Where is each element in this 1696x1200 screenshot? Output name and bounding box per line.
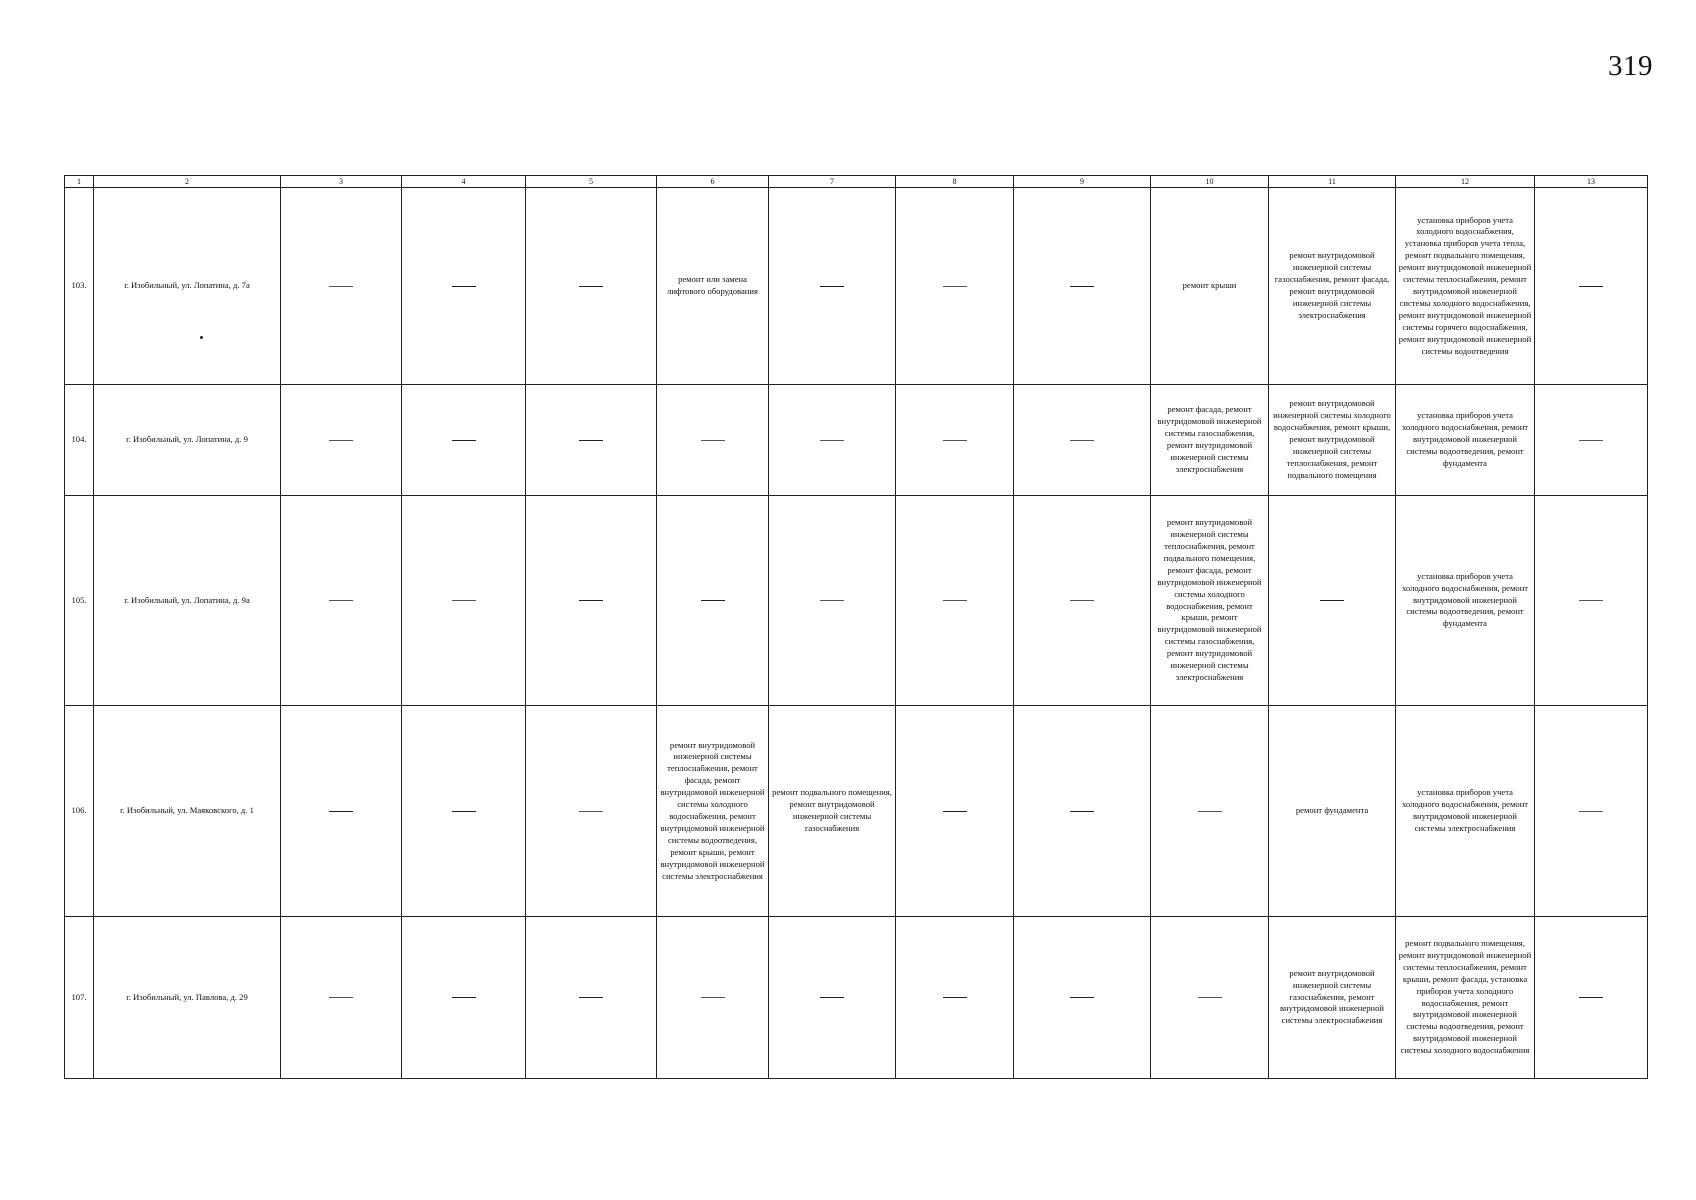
column-header: 9 xyxy=(1014,176,1151,188)
dash-mark xyxy=(820,997,844,998)
empty-cell xyxy=(896,385,1014,496)
dash-mark xyxy=(329,440,353,441)
empty-cell xyxy=(1535,496,1648,706)
dash-mark xyxy=(329,997,353,998)
work-cell: ремонт крыши xyxy=(1151,188,1269,385)
work-cell: ремонт фасада, ремонт внутридомовой инженерной системы газоснабжения, ремонт внутридомовой инженерной системы электроснабжения xyxy=(1151,385,1269,496)
dash-mark xyxy=(452,440,476,441)
empty-cell xyxy=(526,496,657,706)
dash-mark xyxy=(579,600,603,601)
dash-mark xyxy=(701,997,725,998)
work-cell: ремонт внутридомовой инженерной системы газоснабжения, ремонт внутридомовой инженерной системы электроснабжения xyxy=(1269,917,1396,1079)
empty-cell xyxy=(402,496,526,706)
work-cell: ремонт подвального помещения, ремонт внутридомовой инженерной системы газоснабжения xyxy=(769,706,896,917)
column-header: 6 xyxy=(657,176,769,188)
dash-mark xyxy=(820,440,844,441)
column-header: 8 xyxy=(896,176,1014,188)
empty-cell xyxy=(1014,706,1151,917)
empty-cell xyxy=(1535,385,1648,496)
dash-mark xyxy=(579,286,603,287)
work-cell: ремонт внутридомовой инженерной системы газоснабжения, ремонт фасада, ремонт внутридомовой инженерной системы электроснабжения xyxy=(1269,188,1396,385)
dash-mark xyxy=(1198,997,1222,998)
dash-mark xyxy=(820,286,844,287)
dash-mark xyxy=(1579,811,1603,812)
empty-cell xyxy=(1151,917,1269,1079)
dash-mark xyxy=(943,286,967,287)
column-header: 13 xyxy=(1535,176,1648,188)
empty-cell xyxy=(402,917,526,1079)
empty-cell xyxy=(1151,706,1269,917)
table-row xyxy=(65,706,1648,917)
address-cell: г. Изобильный, ул. Павлова, д. 29 xyxy=(94,917,281,1079)
address-cell: г. Изобильный, ул. Лопатина, д. 9 xyxy=(94,385,281,496)
empty-cell xyxy=(1269,496,1396,706)
empty-cell xyxy=(526,188,657,385)
empty-cell xyxy=(896,706,1014,917)
empty-cell xyxy=(402,706,526,917)
empty-cell xyxy=(769,188,896,385)
dash-mark xyxy=(452,600,476,601)
column-header: 7 xyxy=(769,176,896,188)
column-header: 12 xyxy=(1396,176,1535,188)
dash-mark xyxy=(579,997,603,998)
dash-mark xyxy=(943,440,967,441)
empty-cell xyxy=(1535,188,1648,385)
column-header: 1 xyxy=(65,176,94,188)
work-cell: установка приборов учета холодного водоснабжения, установка приборов учета тепла, ремонт подвального помещения, ремонт внутридомовой инженерной системы теплоснабжения, ремонт внутридомовой инженерной системы холодного водоснабжения, ремонт внутридомовой инженерной системы горячего водоснабжения, ремонт внутридомовой инженерной системы водоотведения xyxy=(1396,188,1535,385)
work-cell: ремонт или замена лифтового оборудования xyxy=(657,188,769,385)
work-cell: ремонт фундамента xyxy=(1269,706,1396,917)
empty-cell xyxy=(657,496,769,706)
dash-mark xyxy=(1198,811,1222,812)
work-cell: установка приборов учета холодного водоснабжения, ремонт внутридомовой инженерной системы водоотведения, ремонт фундамента xyxy=(1396,496,1535,706)
dash-mark xyxy=(701,600,725,601)
empty-cell xyxy=(526,917,657,1079)
empty-cell xyxy=(402,188,526,385)
dash-mark xyxy=(452,811,476,812)
column-header: 5 xyxy=(526,176,657,188)
table-row xyxy=(65,917,1648,1079)
column-number-row xyxy=(65,176,1648,188)
dash-mark xyxy=(1579,440,1603,441)
dash-mark xyxy=(1070,600,1094,601)
address-cell: г. Изобильный, ул. Маяковского, д. 1 xyxy=(94,706,281,917)
dash-mark xyxy=(329,811,353,812)
dash-mark xyxy=(820,600,844,601)
empty-cell xyxy=(526,706,657,917)
work-cell: ремонт подвального помещения, ремонт внутридомовой инженерной системы теплоснабжения, ремонт крыши, ремонт фасада, установка приборов учета холодного водоснабжения, ремонт внутридомовой инженерной системы водоотведения, ремонт внутридомовой инженерной системы холодного водоснабжения xyxy=(1396,917,1535,1079)
row-number: 105. xyxy=(65,496,94,706)
empty-cell xyxy=(769,496,896,706)
empty-cell xyxy=(657,385,769,496)
empty-cell xyxy=(1535,917,1648,1079)
dash-mark xyxy=(1579,997,1603,998)
work-cell: ремонт внутридомовой инженерной системы теплоснабжения, ремонт подвального помещения, ремонт фасада, ремонт внутридомовой инженерной системы холодного водоснабжения, ремонт крыши, ремонт внутридомовой инженерной системы газоснабжения, ремонт внутридомовой инженерной системы электроснабжения xyxy=(1151,496,1269,706)
dash-mark xyxy=(329,600,353,601)
empty-cell xyxy=(657,917,769,1079)
column-header: 10 xyxy=(1151,176,1269,188)
column-header: 11 xyxy=(1269,176,1396,188)
dash-mark xyxy=(1579,286,1603,287)
scan-speck xyxy=(200,336,203,339)
dash-mark xyxy=(943,997,967,998)
dash-mark xyxy=(701,440,725,441)
empty-cell xyxy=(769,385,896,496)
dash-mark xyxy=(452,286,476,287)
empty-cell xyxy=(1014,188,1151,385)
empty-cell xyxy=(896,188,1014,385)
empty-cell xyxy=(896,917,1014,1079)
empty-cell xyxy=(896,496,1014,706)
empty-cell xyxy=(769,917,896,1079)
table-row xyxy=(65,496,1648,706)
dash-mark xyxy=(579,811,603,812)
address-cell: г. Изобильный, ул. Лопатина, д. 9а xyxy=(94,496,281,706)
empty-cell xyxy=(281,496,402,706)
row-number: 104. xyxy=(65,385,94,496)
dash-mark xyxy=(452,997,476,998)
work-cell: установка приборов учета холодного водоснабжения, ремонт внутридомовой инженерной системы электроснабжения xyxy=(1396,706,1535,917)
empty-cell xyxy=(281,188,402,385)
empty-cell xyxy=(281,917,402,1079)
table-row xyxy=(65,385,1648,496)
work-cell: установка приборов учета холодного водоснабжения, ремонт внутридомовой инженерной системы водоотведения, ремонт фундамента xyxy=(1396,385,1535,496)
column-header: 2 xyxy=(94,176,281,188)
dash-mark xyxy=(1579,600,1603,601)
dash-mark xyxy=(579,440,603,441)
work-cell: ремонт внутридомовой инженерной системы теплоснабжения, ремонт фасада, ремонт внутридомовой инженерной системы холодного водоснабжения, ремонт внутридомовой инженерной системы водоотведения, ремонт крыши, ремонт внутридомовой инженерной системы электроснабжения xyxy=(657,706,769,917)
dash-mark xyxy=(1070,440,1094,441)
repair-schedule-table xyxy=(64,175,1648,1079)
empty-cell xyxy=(281,706,402,917)
dash-mark xyxy=(329,286,353,287)
row-number: 106. xyxy=(65,706,94,917)
dash-mark xyxy=(1070,286,1094,287)
empty-cell xyxy=(1014,917,1151,1079)
table-row xyxy=(65,188,1648,385)
empty-cell xyxy=(1014,385,1151,496)
row-number: 107. xyxy=(65,917,94,1079)
dash-mark xyxy=(943,600,967,601)
dash-mark xyxy=(1070,997,1094,998)
empty-cell xyxy=(1014,496,1151,706)
column-header: 3 xyxy=(281,176,402,188)
dash-mark xyxy=(1320,600,1344,601)
work-cell: ремонт внутридомовой инженерной системы холодного водоснабжения, ремонт крыши, ремонт внутридомовой инженерной системы теплоснабжения, ремонт подвального помещения xyxy=(1269,385,1396,496)
empty-cell xyxy=(1535,706,1648,917)
dash-mark xyxy=(943,811,967,812)
empty-cell xyxy=(281,385,402,496)
address-cell: г. Изобильный, ул. Лопатина, д. 7а xyxy=(94,188,281,385)
row-number: 103. xyxy=(65,188,94,385)
empty-cell xyxy=(402,385,526,496)
dash-mark xyxy=(1070,811,1094,812)
empty-cell xyxy=(526,385,657,496)
page-number: 319 xyxy=(1608,50,1653,82)
column-header: 4 xyxy=(402,176,526,188)
